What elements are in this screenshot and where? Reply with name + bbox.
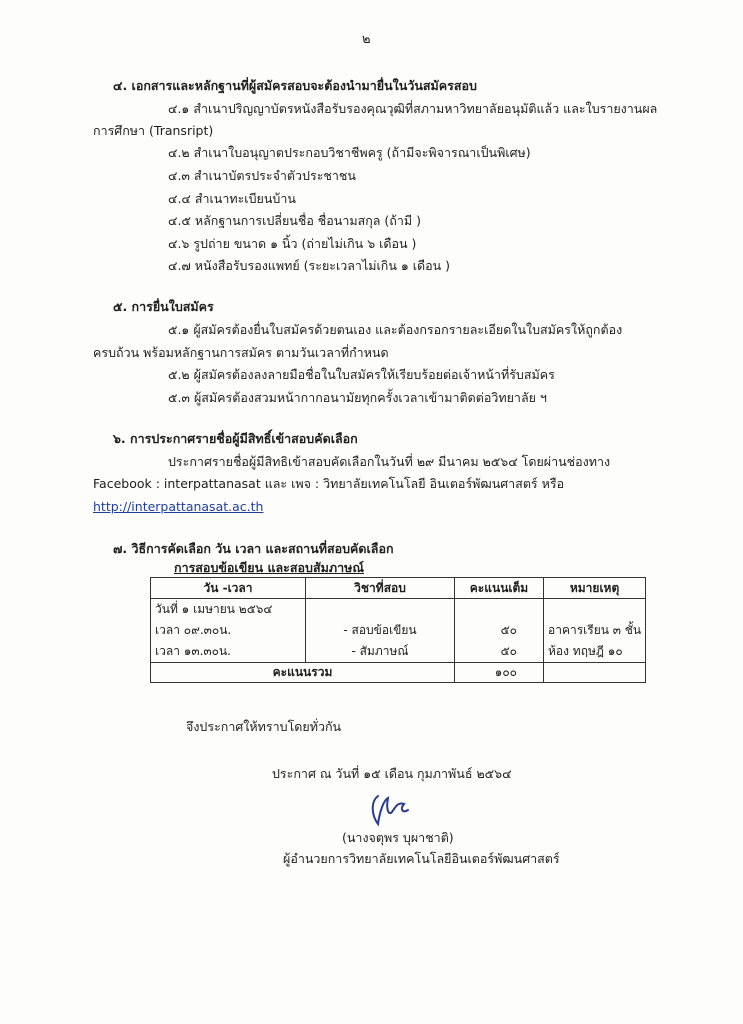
- score-interview: ๕๐: [500, 644, 517, 658]
- section5-heading: ๕. การยื่นใบสมัคร: [113, 299, 214, 314]
- table-header-row: [151, 578, 646, 599]
- header-full-score: คะแนนเต็ม: [455, 578, 544, 599]
- signer-title: ผู้อำนวยการวิทยาลัยเทคโนโลยีอินเตอร์พัฒนศาสตร์: [283, 851, 560, 866]
- exam-time-2: เวลา ๑๓.๓๐น.: [155, 644, 231, 658]
- announce-date: ประกาศ ณ วันที่ ๑๕ เดือน กุมภาพันธ์ ๒๕๖๔: [272, 766, 512, 781]
- section5-item1-line1: ๕.๑ ผู้สมัครต้องยื่นใบสมัครด้วยตนเอง และต้องกรอกรายละเอียดในใบสมัครให้ถูกต้อง: [168, 322, 623, 337]
- subject-interview: - สัมภาษณ์: [351, 644, 409, 658]
- total-value: ๑๐๐: [455, 663, 544, 683]
- section6-line1: ประกาศรายชื่อผู้มีสิทธิเข้าสอบคัดเลือกในวันที่ ๒๙ มีนาคม ๒๕๖๔ โดยผ่านช่องทาง: [168, 454, 611, 469]
- section5-item1-line2: ครบถ้วน พร้อมหลักฐานการสมัคร ตามวันเวลาที่กำหนด: [93, 345, 389, 360]
- section5-item3: ๕.๓ ผู้สมัครต้องสวมหน้ากากอนามัยทุกครั้งเวลาเข้ามาติดต่อวิทยาลัย ฯ: [168, 390, 547, 405]
- table-row: [151, 599, 646, 663]
- website-link[interactable]: http://interpattanasat.ac.th: [93, 499, 264, 514]
- section4-item2: ๔.๒ สำเนาใบอนุญาตประกอบวิชาชีพครู (ถ้ามีจะพิจารณาเป็นพิเศษ): [168, 145, 531, 160]
- cell-subject: [306, 599, 455, 663]
- section4-item6: ๔.๖ รูปถ่าย ขนาด ๑ นิ้ว (ถ่ายไม่เกิน ๖ เดือน ): [168, 236, 417, 251]
- cell-score: [455, 599, 544, 663]
- remark-building: อาคารเรียน ๓ ชั้น: [548, 623, 642, 637]
- section7-heading: ๗. วิธีการคัดเลือก วัน เวลา และสถานที่สอบคัดเลือก: [113, 541, 394, 556]
- section4-item1-line2: การศึกษา (Transript): [93, 123, 214, 138]
- score-written: ๕๐: [500, 623, 517, 637]
- signer-name: (นางจตุพร บุผาชาติ): [342, 830, 454, 845]
- page-number: ๒: [362, 32, 371, 47]
- closing-text: จึงประกาศให้ทราบโดยทั่วกัน: [186, 719, 342, 734]
- table-total-row: [151, 663, 646, 683]
- section4-item3: ๔.๓ สำเนาบัตรประจำตัวประชาชน: [168, 168, 356, 183]
- header-remark: หมายเหตุ: [544, 578, 646, 599]
- header-date-time: วัน -เวลา: [151, 578, 306, 599]
- subject-written: - สอบข้อเขียน: [343, 623, 417, 637]
- total-remark-empty: [544, 663, 646, 683]
- exam-time-1: เวลา ๐๙.๓๐น.: [155, 623, 232, 637]
- section7-subheading: การสอบข้อเขียน และสอบสัมภาษณ์: [174, 560, 364, 575]
- remark-room: ห้อง ทฤษฎี ๑๐: [548, 644, 623, 658]
- section4-item1-line1: ๔.๑ สำเนาปริญญาบัตรหนังสือรับรองคุณวุฒิที่สภามหาวิทยาลัยอนุมัติแล้ว และใบรายงานผล: [168, 101, 658, 116]
- section4-heading: ๔. เอกสารและหลักฐานที่ผู้สมัครสอบจะต้องนำมายื่นในวันสมัครสอบ: [113, 78, 477, 93]
- section4-item5: ๔.๕ หลักฐานการเปลี่ยนชื่อ ชื่อนามสกุล (ถ้ามี ): [168, 213, 421, 228]
- total-label: คะแนนรวม: [151, 663, 455, 683]
- exam-schedule-table: [150, 577, 646, 683]
- section5-item2: ๕.๒ ผู้สมัครต้องลงลายมือชื่อในใบสมัครให้เรียบร้อยต่อเจ้าหน้าที่รับสมัคร: [168, 367, 555, 382]
- section6-heading: ๖. การประกาศรายชื่อผู้มีสิทธิ์เข้าสอบคัดเลือก: [113, 431, 358, 446]
- handwritten-signature: [364, 790, 414, 830]
- section4-item7: ๔.๗ หนังสือรับรองแพทย์ (ระยะเวลาไม่เกิน ๑ เดือน ): [168, 258, 451, 273]
- cell-remark: [544, 599, 646, 663]
- header-subject: วิชาที่สอบ: [306, 578, 455, 599]
- section6-line2: Facebook : interpattanasat และ เพจ : วิทยาลัยเทคโนโลยี อินเตอร์พัฒนศาสตร์ หรือ: [93, 476, 565, 491]
- section4-item4: ๔.๔ สำเนาทะเบียนบ้าน: [168, 191, 296, 206]
- exam-date: วันที่ ๑ เมษายน ๒๕๖๔: [155, 602, 273, 616]
- cell-date-time: [151, 599, 306, 663]
